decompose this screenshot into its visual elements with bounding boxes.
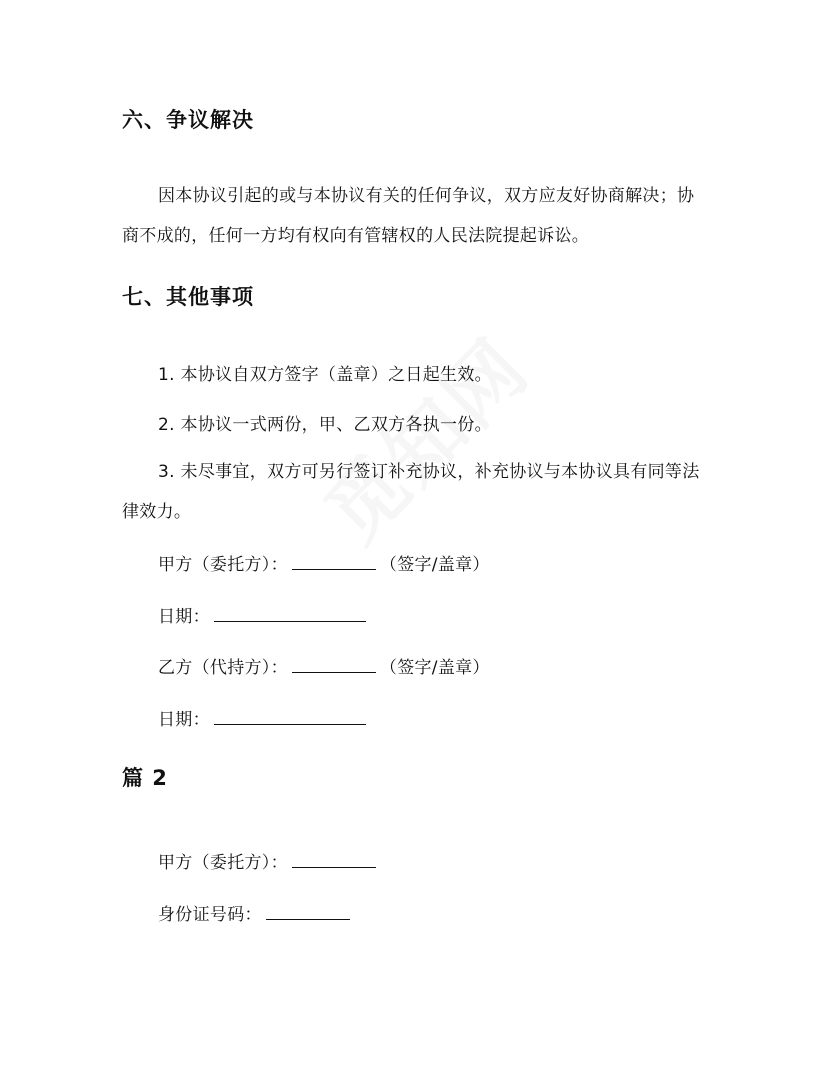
section-6-body: 因本协议引起的或与本协议有关的任何争议，双方应友好协商解决；协商不成的，任何一方均有权向有管辖权的人民法院提起诉讼。 <box>122 186 695 246</box>
section-7-heading: 七、其他事项 <box>122 285 254 309</box>
part-2-party-a-label: 甲方（委托方）： <box>158 853 288 873</box>
party-b-suffix: （签字/盖章） <box>379 658 490 678</box>
part-2-id-line <box>158 900 354 925</box>
section-6-heading: 六、争议解决 <box>122 108 254 132</box>
party-a-suffix: （签字/盖章） <box>379 555 490 575</box>
party-b-label: 乙方（代持方）： <box>158 658 288 678</box>
section-7-item-3: 3. 未尽事宜，双方可另行签订补充协议，补充协议与本协议具有同等法律效力。 <box>122 462 700 522</box>
party-b-signature-line <box>158 653 490 678</box>
party-a-label: 甲方（委托方）： <box>158 555 288 575</box>
part-2-heading: 篇 2 <box>122 766 168 790</box>
section-7-item-1: 1. 本协议自双方签字（盖章）之日起生效。 <box>158 365 492 385</box>
party-a-date-line <box>158 602 370 627</box>
party-b-date-line <box>158 705 370 730</box>
section-7-item-2: 2. 本协议一式两份，甲、乙双方各执一份。 <box>158 415 492 435</box>
date-label-a: 日期： <box>158 607 210 627</box>
party-a-signature-line <box>158 550 490 575</box>
part-2-party-a-line <box>158 848 380 873</box>
part-2-id-label: 身份证号码： <box>158 905 262 925</box>
party-b-signature-blank[interactable] <box>292 658 376 673</box>
part-2-id-blank[interactable] <box>266 905 350 920</box>
date-label-b: 日期： <box>158 710 210 730</box>
part-2-party-a-blank[interactable] <box>292 853 376 868</box>
party-b-date-blank[interactable] <box>214 710 366 725</box>
party-a-date-blank[interactable] <box>214 607 366 622</box>
party-a-signature-blank[interactable] <box>292 555 376 570</box>
